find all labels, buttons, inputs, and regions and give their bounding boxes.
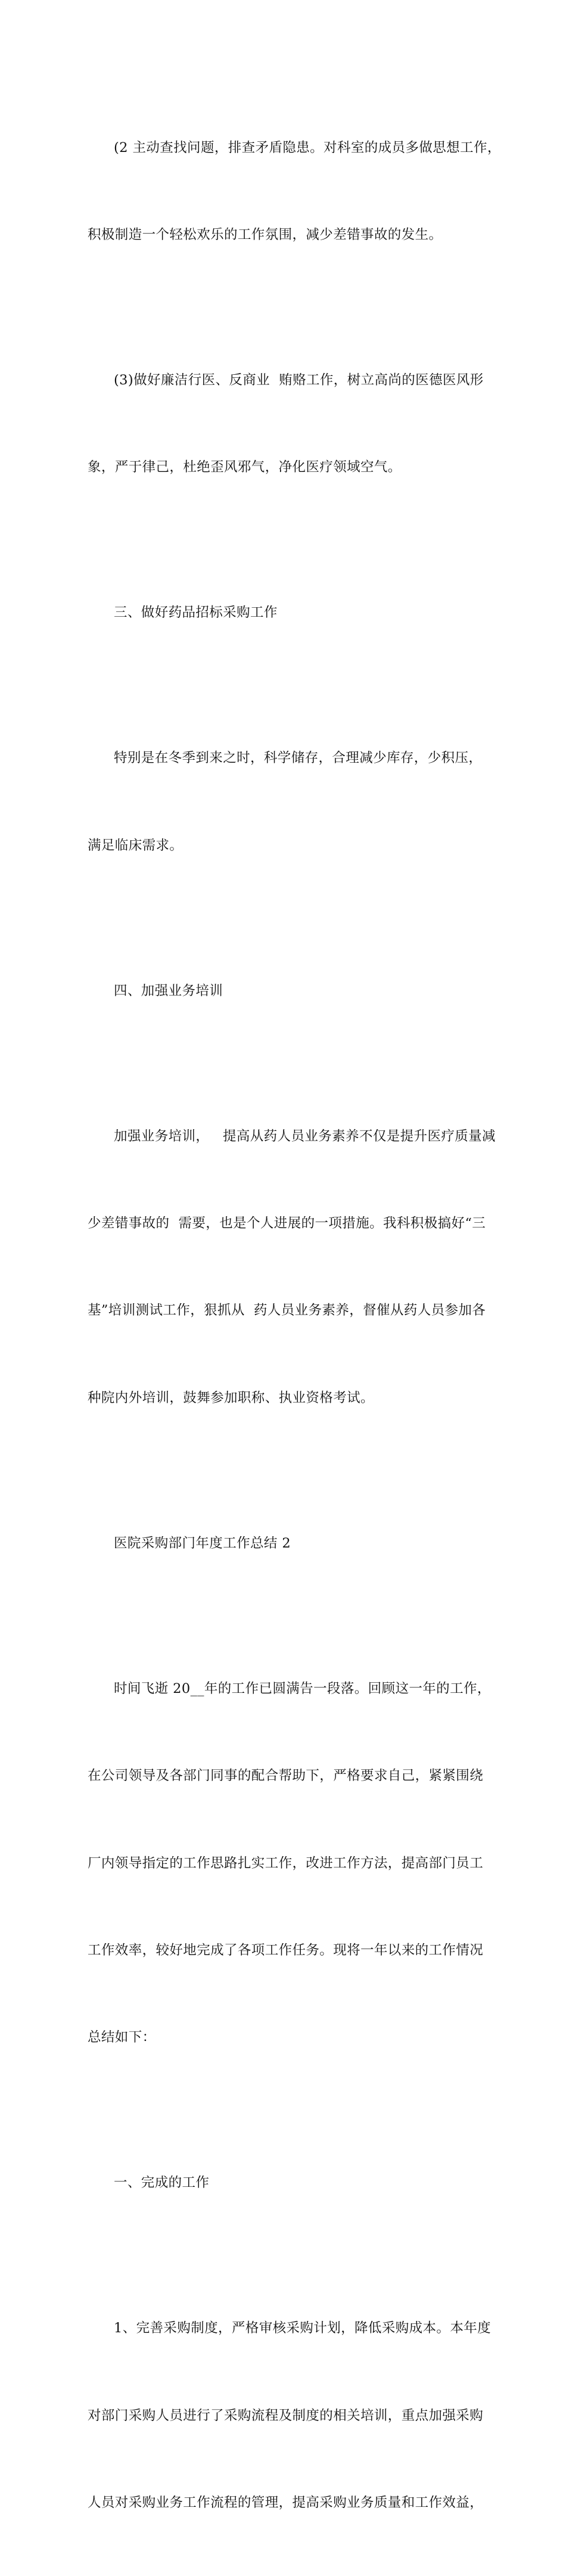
paragraph-6 (88, 1064, 496, 1471)
text-line: 工作效率，较好地完成了各项工作任务。现将一年以来的工作情况 (88, 1943, 484, 1958)
text-line: 积极制造一个轻松欢乐的工作氛围，减少差错事故的发生。 (88, 226, 443, 243)
paragraph-2 (88, 307, 487, 540)
paragraph-1 (88, 75, 501, 307)
document-subtitle (88, 1471, 487, 1616)
text-line: 加强业务培训， 提高从药人员业务素养不仅是提升医疗质量减 (114, 1128, 496, 1144)
text-line: (3)做好廉洁行医、反商业 贿赂工作，树立高尚的医德医风形 (114, 372, 484, 388)
text-line: 1、完善采购制度，严格审核采购计划，降低采购成本。本年度 (114, 2320, 492, 2336)
section-heading-3 (88, 540, 487, 686)
text-line: 种院内外培训，鼓舞参加职称、执业资格考试。 (88, 1390, 374, 1406)
text-line: 少差错事故的 需要，也是个人进展的一项措施。我科积极搞好“三 (88, 1216, 486, 1232)
paragraph-4 (88, 686, 487, 918)
section-heading-1 (88, 2111, 487, 2256)
text-line: 特别是在冬季到来之时，科学储存，合理减少库存，少积压， (114, 750, 483, 766)
text-line: 厂内领导指定的工作思路扎实工作，改进工作方法，提高部门员工 (88, 1855, 484, 1871)
text-line: 象，严于律己，杜绝歪风邪气，净化医疗领域空气。 (88, 459, 402, 476)
text-line: 时间飞逝 20__年的工作已圆满告一段落。回顾这一年的工作， (114, 1680, 491, 1696)
text-line: 对部门采购人员进行了采购流程及制度的相关培训，重点加强采购 (88, 2407, 484, 2423)
paragraph-8 (88, 1616, 491, 2111)
subtitle-text: 医院采购部门年度工作总结 2 (114, 1535, 291, 1551)
text-line: 满足临床需求。 (88, 837, 184, 853)
text-line: (2 主动查找问题，排查矛盾隐患。对科室的成员多做思想工作， (114, 139, 501, 156)
paragraph-10 (88, 2256, 492, 2576)
text-line: 基”培训测试工作，狠抓从 药人员业务素养，督催从药人员参加各 (88, 1303, 486, 1319)
text-line: 总结如下： (88, 2030, 156, 2046)
heading-text: 三、做好药品招标采购工作 (114, 605, 278, 621)
heading-text: 四、加强业务培训 (114, 983, 223, 999)
heading-text: 一、完成的工作 (114, 2175, 210, 2191)
section-heading-4 (88, 918, 487, 1064)
text-line: 人员对采购业务工作流程的管理，提高采购业务质量和工作效益， (88, 2495, 484, 2511)
document-body (88, 75, 501, 2576)
text-line: 在公司领导及各部门同事的配合帮助下，严格要求自己，紧紧围绕 (88, 1768, 484, 1784)
